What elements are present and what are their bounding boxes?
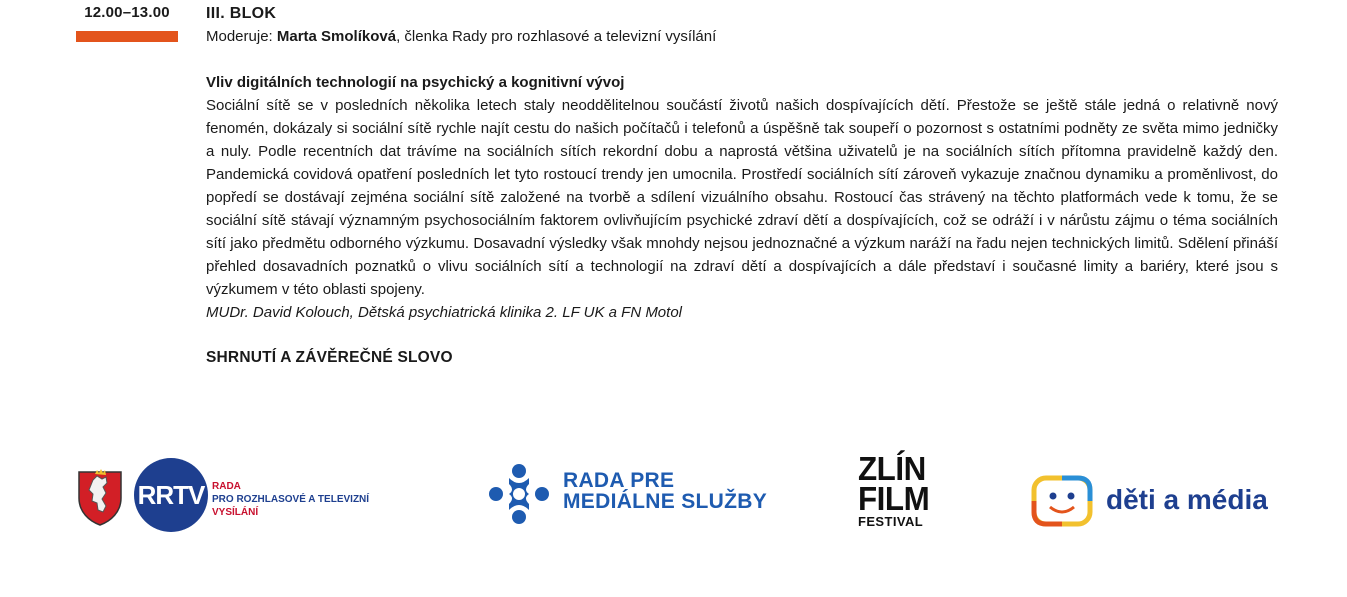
rrtv-line-3: VYSÍLÁNÍ — [212, 507, 259, 518]
moderator-line — [206, 25, 1278, 48]
rms-cross-icon — [487, 462, 551, 526]
moderator-role: , členka Rady pro rozhlasové a televizní vysílání — [396, 28, 717, 45]
summary-heading: SHRNUTÍ A ZÁVĚREČNÉ SLOVO — [206, 349, 453, 366]
rms-line-2: MEDIÁLNE SLUŽBY — [563, 490, 767, 513]
talk-abstract: Sociální sítě se v posledních několika letech staly neoddělitelnou součástí životů našich dospívajících dětí. Přestože se ještě stále jedná o relativně nový fenomén, dokázaly si sociální sítě rychle najít cestu do našich počítačů i telefonů a úspěšně tak soupeří o pozornost s ostatními podněty ze světa mimo jedničky a nuly. Podle recentních dat trávíme na sociálních sítích rekordní dobu a naprostá většina uživatelů je na sociálních sítích přítomna pravidelně každý den. Pandemická covidová opatření posledních let tyto rostoucí trendy jen umocnila. Prostředí sociálních sítí zároveň vykazuje značnou dynamiku a proměnlivost, do popředí se dostávají zejména sociální sítě založené na tvorbě a sdílení vizuálního obsahu. Rostoucí čas strávený na těchto platformách vede k tomu, že se sociální sítě stávají významným psychosociálním faktorem ovlivňujícím psychické zdraví dětí a dospívajících, což se odráží i v nárůstu zájmu o téma sociálních sítí jako předmětu odborného výzkumu. Dosavadní výsledky však mnohdy nejsou jednoznačné a výzkum naráží na řadu nejen technických limitů. Sdělení přináší přehled dosavadních poznatků o vlivu sociálních sítí a technologií na zdraví dětí a dospívajících a dále představí i současné limity a bariéry, které jsou s výzkumem v této oblasti spojeny. — [206, 97, 1278, 298]
moderator-name: Marta Smolíková — [276, 28, 397, 45]
speaker: MUDr. David Kolouch, Dětská psychiatrická klinika 2. LF UK a FN Motol — [206, 304, 682, 321]
rrtv-line-1: RADA — [212, 481, 241, 492]
zff-line-3: FESTIVAL — [858, 514, 924, 529]
rrtv-wordmark — [212, 480, 369, 519]
rrtv-logo — [76, 456, 396, 534]
zff-line-1: ZLÍN — [858, 450, 926, 487]
accent-bar — [76, 31, 178, 42]
zlin-film-festival-logo — [858, 450, 933, 530]
rrtv-line-2-text: PRO ROZHLASOVÉ A TELEVIZNÍ — [212, 494, 370, 505]
czech-coat-of-arms-icon — [76, 466, 124, 526]
talk-title: Vliv digitálních technologií na psychický a kognitivní vývoj — [206, 74, 625, 91]
zff-line-2: FILM — [858, 480, 930, 517]
rrtv-emblem: RRTV — [134, 458, 208, 532]
time-slot: 12.00–13.00 — [84, 4, 170, 21]
tv-face-icon — [1031, 475, 1093, 527]
moderator-prefix: Moderuje: — [206, 28, 277, 45]
program-block — [206, 2, 1278, 369]
block-title: III. BLOK — [206, 5, 277, 22]
rms-wordmark — [563, 470, 767, 512]
rrtv-line-2 — [212, 493, 369, 506]
deti-a-media-wordmark: děti a média — [1106, 484, 1268, 515]
rms-line-1: RADA PRE — [563, 469, 675, 492]
